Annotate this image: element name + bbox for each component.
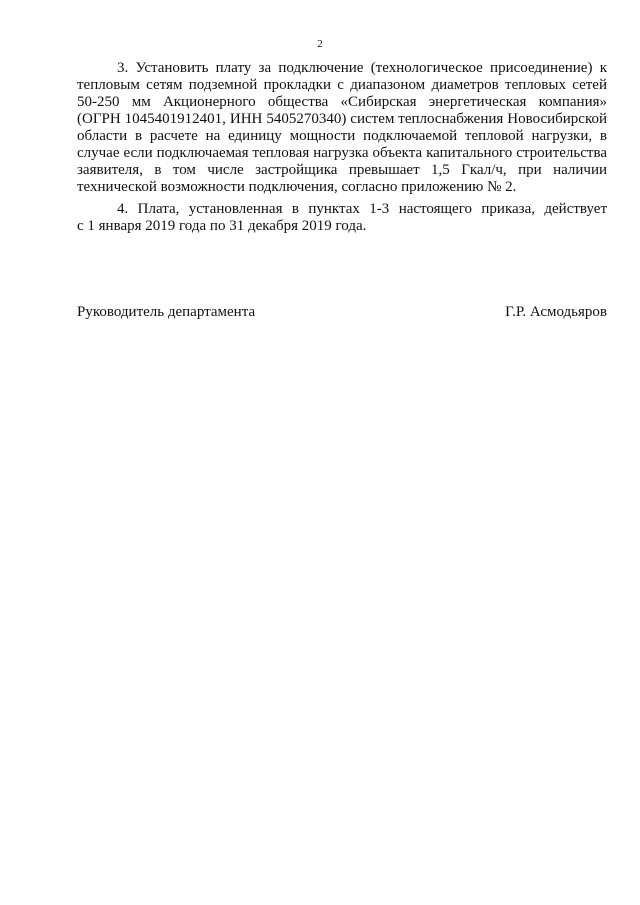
paragraph-3-line-1: 3. Установить плату за подключение (технологическое присоединение) к [117,60,607,76]
paragraph-3-line-8: технической возможности подключения, согласно приложению № 2. [77,179,517,195]
paragraph-3-line-6: случае если подключаемая тепловая нагрузка объекта капитального строительства [77,145,607,161]
paragraph-3-line-3: 50-250 мм Акционерного общества «Сибирская энергетическая компания» [77,94,607,110]
signature-position: Руководитель департамента [77,304,256,320]
paragraph-3-line-4: (ОГРН 1045401912401, ИНН 5405270340) систем теплоснабжения Новосибирской [77,111,607,127]
paragraph-4-line-2: с 1 января 2019 года по 31 декабря 2019 года. [77,218,367,234]
paragraph-3-line-7: заявителя, в том числе застройщика превышает 1,5 Гкал/ч, при наличии [77,162,607,178]
signature-block [77,304,607,322]
paragraph-3-line-5: области в расчете на единицу мощности подключаемой тепловой нагрузки, в [77,128,607,144]
page-number: 2 [317,38,323,50]
signature-name: Г.Р. Асмодьяров [505,304,607,320]
paragraph-4-line-1: 4. Плата, установленная в пунктах 1-3 настоящего приказа, действует [117,201,607,217]
paragraph-3-line-2: тепловым сетям подземной прокладки с диапазоном диаметров тепловых сетей [77,77,607,93]
